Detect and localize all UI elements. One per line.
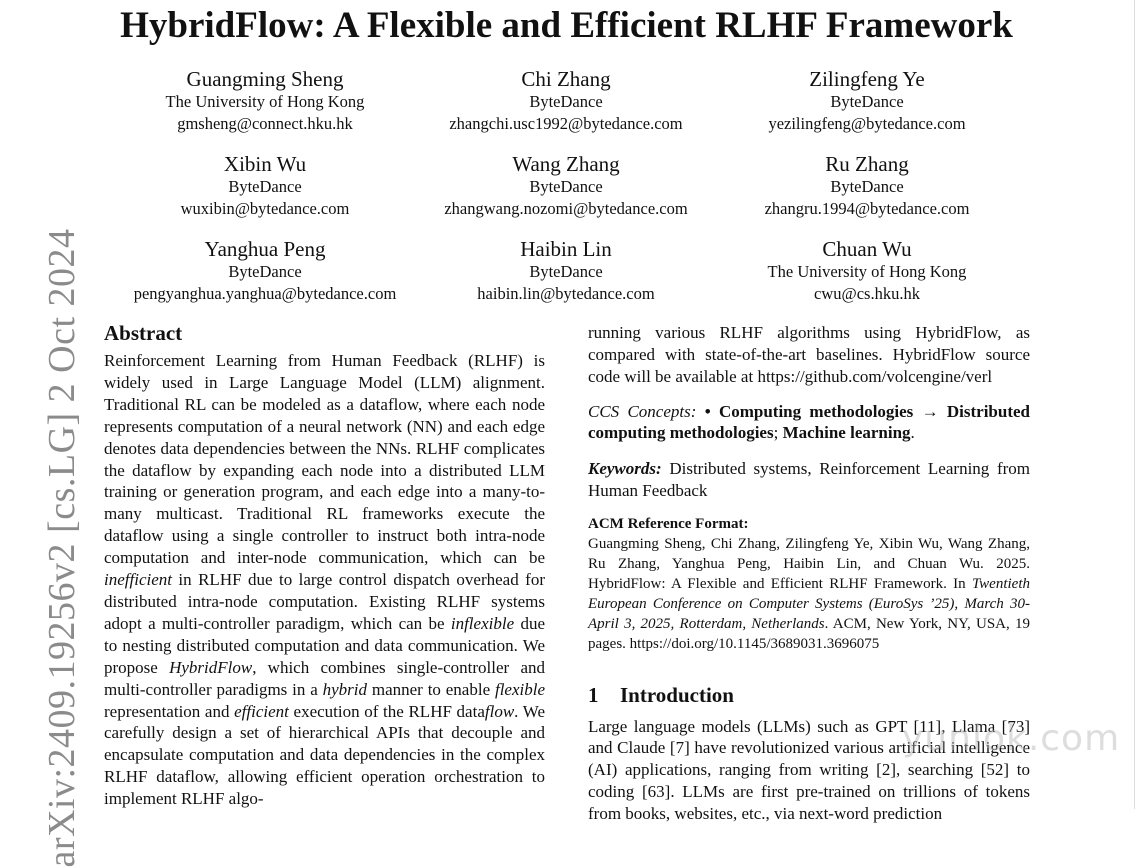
abstract-heading: Abstract [104,321,183,345]
acm-venue: Twentieth European Conference on Computer Systems (EuroSys ’25), March 30-April 3, 2025, Rotterdam, Netherlands [588,575,1030,632]
abstract-continuation [588,322,1030,388]
ccs-label: CCS Concepts: [588,401,697,421]
abstract-emphasis: HybridFlow [169,657,253,677]
author-name: Chuan Wu [822,237,912,261]
abstract-emphasis: inefficient [104,570,172,590]
acm-reference-heading: ACM Reference Format: [588,515,749,532]
section-title: Introduction [620,682,734,707]
author-name: Xibin Wu [223,152,307,176]
ccs-separator: ; [773,423,783,443]
section-heading-introduction [588,682,1030,708]
author-block [697,152,1037,220]
author-email: gmsheng@connect.hku.hk [177,114,353,133]
acm-reference-text [588,534,1030,654]
author-name: Ru Zhang [825,152,909,176]
abstract-emphasis: flexible [494,679,546,699]
author-block [396,152,736,220]
author-block [396,237,736,305]
abstract-emphasis: hybrid [322,679,368,699]
left-column [104,320,545,810]
abstract-segment: Reinforcement Learning from Human Feedback (RLHF) is widely used in Large Language Model (LLM) alignment. Traditional RL can be modeled as a dataflow, where each node represents computation of a neural network (NN) and each edge denotes data dependencies between the NNs. RLHF complicates the dataflow by expanding each node into a distributed LLM training or generation program, and each edge into a many-to-many multicast. Traditional RL frameworks execute the dataflow using a single controller to instruct both intra-node computation and inter-node communication, which can be [104,351,545,568]
abstract-segment: , which combines single-controller and multi-controller paradigms in a [104,657,545,699]
keywords [588,458,1030,502]
author-affiliation: ByteDance [529,92,603,111]
abstract-segment: running various RLHF algorithms using HybridFlow, as compared with state-of-the-art baselines. HybridFlow source code will be available at [588,323,1030,386]
author-block [697,67,1037,135]
author-affiliation: ByteDance [228,262,302,281]
abstract-segment: due to nesting distributed computation and data communication. We propose [104,613,545,677]
abstract-segment: . We carefully design a set of hierarchical APIs that decouple and encapsulate computation and data dependencies in the complex RLHF dataflow, allowing efficient operation orchestration to implement RLHF algo- [104,701,545,809]
author-email: wuxibin@bytedance.com [180,199,350,218]
abstract-segment: in RLHF due to large control dispatch overhead for distributed intra-node computation. Existing RLHF systems adopt a multi-controller paradigm, which can be [104,570,545,633]
author-name: Chi Zhang [521,67,611,91]
ccs-term: Computing methodologies [718,401,914,421]
ccs-term: Machine learning [782,423,911,443]
abstract-emphasis: flow [484,701,515,721]
abstract-emphasis: inflexible [450,613,515,633]
author-affiliation: ByteDance [529,262,603,281]
author-email: yezilingfeng@bytedance.com [768,114,966,133]
right-column [588,322,1030,842]
author-block [95,237,435,305]
abstract-text [104,350,545,810]
arxiv-identifier: arXiv:2409.19256v2 [cs.LG] 2 Oct 2024 [41,228,83,868]
ccs-concepts [588,401,1030,444]
keywords-text: Distributed systems, Reinforcement Learning from Human Feedback [588,458,1030,500]
abstract-segment: representation and [104,701,235,721]
author-affiliation: ByteDance [529,177,603,196]
author-affiliation: ByteDance [830,92,904,111]
author-affiliation: The University of Hong Kong [165,92,365,111]
author-name: Yanghua Peng [204,237,326,261]
section-number: 1 [588,682,599,707]
abstract-segment: manner to enable [367,679,495,699]
author-email: haibin.lin@bytedance.com [477,284,655,303]
author-block [95,67,435,135]
acm-segment: . ACM, New York, NY, USA, 19 pages. https://doi.org/10.1145/3689031.3696075 [588,615,1030,652]
author-block [95,152,435,220]
author-name: Guangming Sheng [186,67,344,91]
ccs-arrow: → [913,401,947,421]
keywords-label: Keywords: [588,458,662,478]
ccs-end: . [910,423,915,443]
author-name: Haibin Lin [520,237,612,261]
page-border [1134,0,1135,809]
author-affiliation: ByteDance [830,177,904,196]
source-code-link[interactable]: https://github.com/volcengine/verl [757,366,993,386]
author-block [697,237,1037,305]
introduction-text: Large language models (LLMs) such as GPT [11], Llama [73] and Claude [7] have revolutionized various artificial intelligence (AI) applications, ranging from writing [2], searching [52] to coding [63]. LLMs are first pre-trained on trillions of tokens from books, websites, etc., via next-word prediction [588,716,1030,824]
author-name: Zilingfeng Ye [809,67,925,91]
paper-title: HybridFlow: A Flexible and Efficient RLHF Framework [120,5,1013,46]
author-email: zhangru.1994@bytedance.com [764,199,970,218]
ccs-term: Distributed computing methodologies [588,401,1030,443]
author-affiliation: The University of Hong Kong [767,262,967,281]
author-block [396,67,736,135]
watermark: yunlok.com [902,718,1121,759]
author-email: pengyanghua.yanghua@bytedance.com [133,284,397,303]
acm-segment: Guangming Sheng, Chi Zhang, Zilingfeng Ye, Xibin Wu, Wang Zhang, Ru Zhang, Yanghua Peng, Haibin Lin, and Chuan Wu. 2025. HybridFlow: A Flexible and Efficient RLHF Framework. In [588,535,1030,592]
abstract-emphasis: efficient [234,701,289,721]
author-affiliation: ByteDance [228,177,302,196]
author-email: cwu@cs.hku.hk [814,284,920,303]
author-email: zhangwang.nozomi@bytedance.com [444,199,688,218]
author-name: Wang Zhang [512,152,620,176]
abstract-segment: execution of the RLHF data [288,701,485,721]
ccs-bullet: • [696,401,719,421]
author-email: zhangchi.usc1992@bytedance.com [449,114,683,133]
